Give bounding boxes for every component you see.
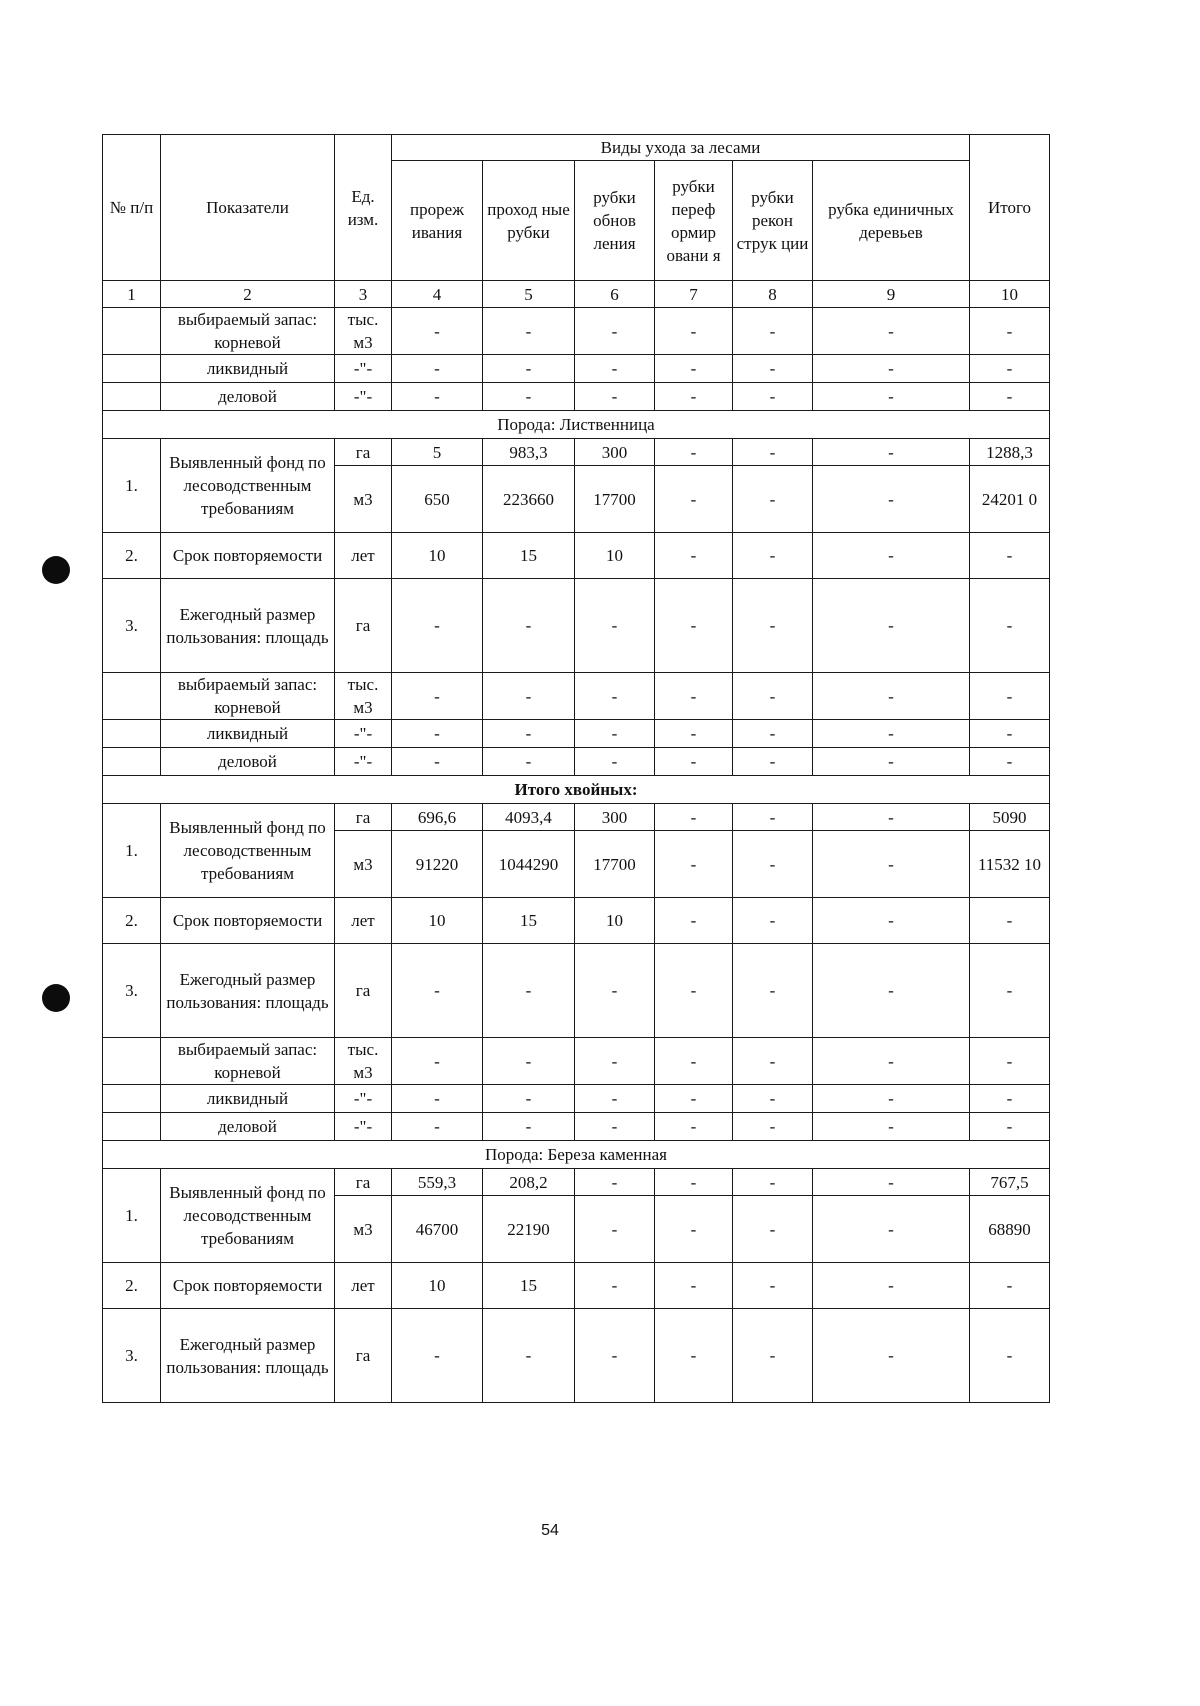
section-header-row <box>103 411 1050 439</box>
row-label: деловой <box>161 1113 335 1141</box>
table-row <box>103 944 1050 1038</box>
value-cell: - <box>655 439 733 466</box>
table-row <box>103 1309 1050 1403</box>
value-cell: 1288,3 <box>970 439 1050 466</box>
row-unit: лет <box>335 1263 392 1309</box>
value-cell: - <box>575 579 655 673</box>
value-cell: 10 <box>392 1263 483 1309</box>
value-cell: - <box>655 831 733 898</box>
value-cell: 15 <box>483 1263 575 1309</box>
value-cell: - <box>575 1309 655 1403</box>
value-cell: - <box>733 1169 813 1196</box>
row-number <box>103 355 161 383</box>
row-unit: га <box>335 804 392 831</box>
value-cell: - <box>813 1169 970 1196</box>
section-header-row <box>103 776 1050 804</box>
value-cell: - <box>655 1263 733 1309</box>
value-cell: - <box>655 748 733 776</box>
row-unit: га <box>335 439 392 466</box>
value-cell: - <box>733 804 813 831</box>
value-cell: - <box>392 748 483 776</box>
value-cell: - <box>813 944 970 1038</box>
value-cell: 22190 <box>483 1196 575 1263</box>
value-cell: - <box>655 1113 733 1141</box>
value-cell: - <box>970 720 1050 748</box>
value-cell: 11532 10 <box>970 831 1050 898</box>
row-label: ликвидный <box>161 355 335 383</box>
value-cell: - <box>970 383 1050 411</box>
value-cell: - <box>970 533 1050 579</box>
value-cell: 223660 <box>483 466 575 533</box>
value-cell: - <box>655 804 733 831</box>
value-cell: - <box>392 720 483 748</box>
value-cell: - <box>733 1113 813 1141</box>
value-cell: - <box>483 1113 575 1141</box>
value-cell: - <box>392 1038 483 1085</box>
value-cell: - <box>655 898 733 944</box>
value-cell: - <box>733 831 813 898</box>
row-number: 1. <box>103 439 161 533</box>
value-cell: - <box>733 720 813 748</box>
table-body <box>103 135 1050 1403</box>
column-number: 5 <box>483 281 575 308</box>
value-cell: 1044290 <box>483 831 575 898</box>
header-unit: Ед. изм. <box>335 135 392 281</box>
column-number: 1 <box>103 281 161 308</box>
value-cell: 208,2 <box>483 1169 575 1196</box>
row-unit: -"- <box>335 748 392 776</box>
section-title: Порода: Лиственница <box>103 411 1050 439</box>
value-cell: - <box>392 1113 483 1141</box>
table-row <box>103 355 1050 383</box>
value-cell: - <box>392 383 483 411</box>
value-cell: - <box>813 1196 970 1263</box>
value-cell: - <box>655 944 733 1038</box>
page-number: 54 <box>541 1522 559 1539</box>
table-row <box>103 533 1050 579</box>
column-number: 9 <box>813 281 970 308</box>
value-cell: - <box>813 1263 970 1309</box>
value-cell: - <box>813 308 970 355</box>
value-cell: - <box>813 466 970 533</box>
row-number <box>103 1113 161 1141</box>
value-cell: - <box>813 1309 970 1403</box>
header-group: Виды ухода за лесами <box>392 135 970 161</box>
table-row <box>103 748 1050 776</box>
header-total: Итого <box>970 135 1050 281</box>
row-unit: -"- <box>335 720 392 748</box>
value-cell: - <box>733 1196 813 1263</box>
value-cell: 300 <box>575 439 655 466</box>
value-cell: - <box>813 533 970 579</box>
value-cell: - <box>733 308 813 355</box>
row-label: Выявленный фонд по лесоводственным требованиям <box>161 439 335 533</box>
value-cell: - <box>392 579 483 673</box>
column-number: 7 <box>655 281 733 308</box>
value-cell: - <box>733 1263 813 1309</box>
value-cell: - <box>970 1085 1050 1113</box>
column-number: 10 <box>970 281 1050 308</box>
value-cell: - <box>483 308 575 355</box>
row-unit: м3 <box>335 831 392 898</box>
value-cell: - <box>733 673 813 720</box>
row-label: Срок повторяемости <box>161 1263 335 1309</box>
row-number: 2. <box>103 1263 161 1309</box>
value-cell: - <box>575 720 655 748</box>
value-cell: - <box>575 383 655 411</box>
punch-hole-bottom <box>42 984 70 1012</box>
table-row <box>103 1263 1050 1309</box>
value-cell: - <box>813 831 970 898</box>
value-cell: - <box>733 439 813 466</box>
value-cell: - <box>733 533 813 579</box>
table-row <box>103 383 1050 411</box>
value-cell: - <box>655 355 733 383</box>
table-row <box>103 1038 1050 1085</box>
table-row <box>103 898 1050 944</box>
value-cell: - <box>575 1038 655 1085</box>
value-cell: - <box>575 1113 655 1141</box>
section-title: Порода: Береза каменная <box>103 1141 1050 1169</box>
row-number: 2. <box>103 898 161 944</box>
value-cell: - <box>392 308 483 355</box>
value-cell: - <box>733 579 813 673</box>
row-number <box>103 308 161 355</box>
value-cell: - <box>733 355 813 383</box>
column-number: 2 <box>161 281 335 308</box>
row-number: 1. <box>103 1169 161 1263</box>
value-cell: - <box>813 439 970 466</box>
value-cell: 650 <box>392 466 483 533</box>
row-unit: м3 <box>335 1196 392 1263</box>
header-col-reconstruction-cutting: рубки рекон струк ции <box>733 161 813 281</box>
value-cell: - <box>655 1085 733 1113</box>
value-cell: - <box>970 308 1050 355</box>
value-cell: - <box>483 748 575 776</box>
value-cell: 10 <box>575 533 655 579</box>
value-cell: 17700 <box>575 466 655 533</box>
row-number: 3. <box>103 1309 161 1403</box>
value-cell: - <box>575 1263 655 1309</box>
row-label: выбираемый запас: корневой <box>161 308 335 355</box>
value-cell: - <box>813 804 970 831</box>
table-row <box>103 673 1050 720</box>
row-unit: тыс. м3 <box>335 1038 392 1085</box>
table-row <box>103 720 1050 748</box>
value-cell: 15 <box>483 898 575 944</box>
value-cell: - <box>970 1263 1050 1309</box>
value-cell: - <box>970 748 1050 776</box>
value-cell: 10 <box>575 898 655 944</box>
value-cell: - <box>813 898 970 944</box>
section-header-row <box>103 1141 1050 1169</box>
value-cell: - <box>392 355 483 383</box>
value-cell: - <box>483 1038 575 1085</box>
value-cell: 10 <box>392 898 483 944</box>
table-row <box>103 1113 1050 1141</box>
row-number: 1. <box>103 804 161 898</box>
row-label: ликвидный <box>161 720 335 748</box>
value-cell: - <box>483 720 575 748</box>
value-cell: - <box>655 383 733 411</box>
value-cell: - <box>575 355 655 383</box>
section-title: Итого хвойных: <box>103 776 1050 804</box>
value-cell: - <box>655 1196 733 1263</box>
row-unit: м3 <box>335 466 392 533</box>
table-row <box>103 1085 1050 1113</box>
row-label: Выявленный фонд по лесоводственным требованиям <box>161 804 335 898</box>
value-cell: - <box>733 898 813 944</box>
value-cell: - <box>813 748 970 776</box>
punch-hole-top <box>42 556 70 584</box>
row-unit: -"- <box>335 1113 392 1141</box>
header-col-single-tree-cutting: рубка единичных деревьев <box>813 161 970 281</box>
value-cell: 300 <box>575 804 655 831</box>
row-label: Ежегодный размер пользования: площадь <box>161 579 335 673</box>
value-cell: 15 <box>483 533 575 579</box>
value-cell: - <box>655 673 733 720</box>
row-label: ликвидный <box>161 1085 335 1113</box>
row-unit: -"- <box>335 355 392 383</box>
value-cell: - <box>655 308 733 355</box>
value-cell: - <box>813 579 970 673</box>
value-cell: - <box>733 1085 813 1113</box>
table-row <box>103 804 1050 831</box>
value-cell: 4093,4 <box>483 804 575 831</box>
value-cell: - <box>392 1085 483 1113</box>
value-cell: - <box>575 944 655 1038</box>
value-cell: 10 <box>392 533 483 579</box>
value-cell: - <box>970 1038 1050 1085</box>
value-cell: - <box>483 944 575 1038</box>
value-cell: - <box>483 673 575 720</box>
row-number: 3. <box>103 579 161 673</box>
value-cell: - <box>655 533 733 579</box>
value-cell: - <box>575 748 655 776</box>
value-cell: 68890 <box>970 1196 1050 1263</box>
header-col-renewal-cutting: рубки обнов ления <box>575 161 655 281</box>
row-unit: лет <box>335 898 392 944</box>
value-cell: - <box>733 1038 813 1085</box>
value-cell: - <box>970 1113 1050 1141</box>
row-number: 2. <box>103 533 161 579</box>
value-cell: - <box>813 1038 970 1085</box>
row-unit: -"- <box>335 1085 392 1113</box>
row-number <box>103 1038 161 1085</box>
header-row-top <box>103 135 1050 161</box>
value-cell: - <box>813 673 970 720</box>
value-cell: 17700 <box>575 831 655 898</box>
value-cell: - <box>575 673 655 720</box>
value-cell: - <box>575 1085 655 1113</box>
row-number <box>103 748 161 776</box>
header-col-thinning: прореж ивания <box>392 161 483 281</box>
row-unit: -"- <box>335 383 392 411</box>
column-number: 4 <box>392 281 483 308</box>
value-cell: - <box>483 355 575 383</box>
table-row <box>103 308 1050 355</box>
header-col-reformation-cutting: рубки переф ормир овани я <box>655 161 733 281</box>
value-cell: - <box>483 383 575 411</box>
row-label: выбираемый запас: корневой <box>161 1038 335 1085</box>
value-cell: - <box>733 748 813 776</box>
column-number: 6 <box>575 281 655 308</box>
value-cell: 983,3 <box>483 439 575 466</box>
value-cell: - <box>655 1038 733 1085</box>
value-cell: 24201 0 <box>970 466 1050 533</box>
row-unit: лет <box>335 533 392 579</box>
value-cell: 696,6 <box>392 804 483 831</box>
value-cell: 5 <box>392 439 483 466</box>
row-label: выбираемый запас: корневой <box>161 673 335 720</box>
value-cell: - <box>813 720 970 748</box>
value-cell: 767,5 <box>970 1169 1050 1196</box>
value-cell: - <box>392 673 483 720</box>
row-unit: га <box>335 944 392 1038</box>
row-label: Выявленный фонд по лесоводственным требованиям <box>161 1169 335 1263</box>
row-unit: га <box>335 579 392 673</box>
value-cell: - <box>655 1309 733 1403</box>
row-unit: тыс. м3 <box>335 673 392 720</box>
value-cell: 559,3 <box>392 1169 483 1196</box>
value-cell: - <box>655 466 733 533</box>
row-unit: га <box>335 1169 392 1196</box>
row-label: Срок повторяемости <box>161 533 335 579</box>
value-cell: - <box>970 673 1050 720</box>
row-number <box>103 673 161 720</box>
value-cell: - <box>483 579 575 673</box>
value-cell: - <box>813 355 970 383</box>
row-label: деловой <box>161 748 335 776</box>
header-num: № п/п <box>103 135 161 281</box>
value-cell: - <box>813 1113 970 1141</box>
value-cell: - <box>575 1196 655 1263</box>
value-cell: - <box>970 355 1050 383</box>
value-cell: - <box>970 579 1050 673</box>
value-cell: - <box>970 898 1050 944</box>
table-row <box>103 439 1050 466</box>
value-cell: - <box>655 579 733 673</box>
row-unit: га <box>335 1309 392 1403</box>
row-label: Ежегодный размер пользования: площадь <box>161 1309 335 1403</box>
row-number: 3. <box>103 944 161 1038</box>
value-cell: - <box>575 308 655 355</box>
column-number-row <box>103 281 1050 308</box>
row-number <box>103 1085 161 1113</box>
value-cell: - <box>483 1309 575 1403</box>
value-cell: 46700 <box>392 1196 483 1263</box>
column-number: 3 <box>335 281 392 308</box>
row-label: Ежегодный размер пользования: площадь <box>161 944 335 1038</box>
row-label: деловой <box>161 383 335 411</box>
value-cell: - <box>733 466 813 533</box>
row-number <box>103 720 161 748</box>
value-cell: - <box>575 1169 655 1196</box>
header-indicator: Показатели <box>161 135 335 281</box>
value-cell: - <box>655 1169 733 1196</box>
value-cell: - <box>392 944 483 1038</box>
row-number <box>103 383 161 411</box>
value-cell: - <box>733 944 813 1038</box>
header-col-passage-cutting: проход ные рубки <box>483 161 575 281</box>
column-number: 8 <box>733 281 813 308</box>
value-cell: - <box>655 720 733 748</box>
value-cell: - <box>970 944 1050 1038</box>
value-cell: 91220 <box>392 831 483 898</box>
table-row <box>103 1169 1050 1196</box>
value-cell: - <box>970 1309 1050 1403</box>
value-cell: - <box>813 1085 970 1113</box>
row-label: Срок повторяемости <box>161 898 335 944</box>
table-row <box>103 579 1050 673</box>
forest-care-table <box>102 134 1050 1403</box>
value-cell: - <box>813 383 970 411</box>
value-cell: - <box>733 383 813 411</box>
value-cell: - <box>733 1309 813 1403</box>
value-cell: 5090 <box>970 804 1050 831</box>
value-cell: - <box>483 1085 575 1113</box>
row-unit: тыс. м3 <box>335 308 392 355</box>
value-cell: - <box>392 1309 483 1403</box>
